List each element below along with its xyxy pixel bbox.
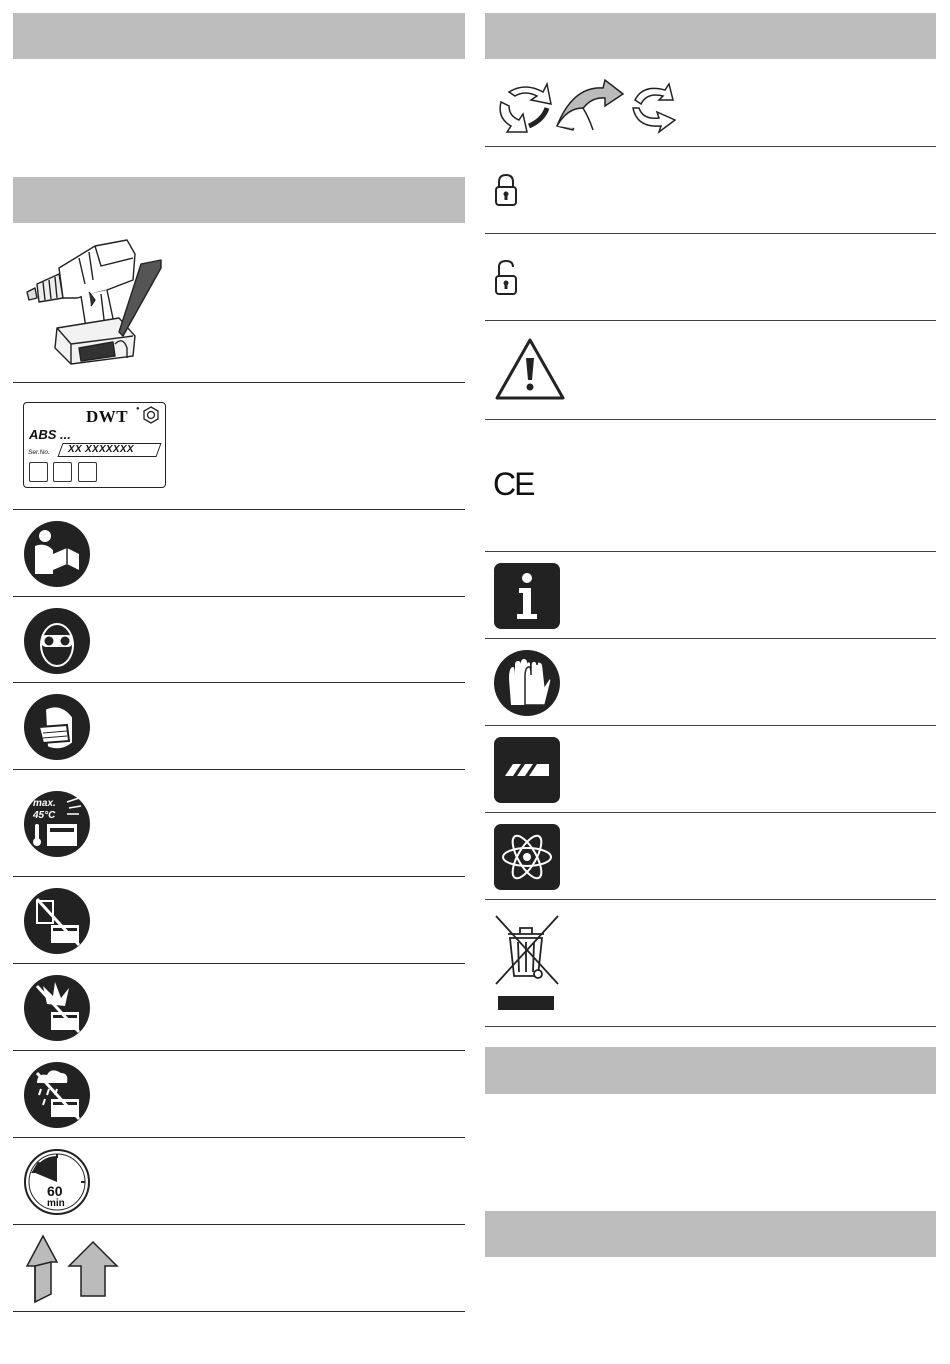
serial-value: XX XXXXXXX [68, 444, 134, 455]
divider [485, 725, 936, 726]
registered-mark: ● [136, 406, 140, 412]
section-header-bar-5 [485, 1211, 936, 1257]
divider [13, 596, 465, 597]
section-header-bar-2 [13, 177, 465, 223]
divider [485, 419, 936, 420]
marking-square-3 [78, 462, 97, 482]
protective-gloves-icon [493, 649, 561, 717]
read-manual-icon [23, 520, 91, 588]
no-fire-battery-icon [23, 974, 91, 1042]
divider [485, 812, 936, 813]
battery-charge-icon [493, 736, 561, 804]
atom-technology-icon [493, 823, 561, 891]
divider [485, 551, 936, 552]
info-icon [493, 562, 561, 630]
divider [485, 1026, 936, 1027]
divider [13, 769, 465, 770]
model-prefix: ABS ... [29, 427, 71, 442]
svg-text:max.: max. [33, 798, 56, 809]
divider [13, 1137, 465, 1138]
charging-time-icon [23, 1148, 91, 1216]
timer-value: 60 [47, 1183, 63, 1199]
dust-mask-icon [23, 693, 91, 761]
no-rain-battery-icon [23, 1061, 91, 1129]
divider [485, 146, 936, 147]
weee-disposal-icon [488, 912, 564, 1014]
divider [13, 1311, 465, 1312]
divider [485, 638, 936, 639]
divider [13, 1050, 465, 1051]
divider [13, 382, 465, 383]
ce-mark: CE [493, 466, 534, 502]
section-header-bar-1 [13, 13, 465, 59]
section-header-bar-4 [485, 1047, 936, 1094]
divider [13, 876, 465, 877]
divider [485, 899, 936, 900]
direction-arrows-icon [23, 1232, 123, 1304]
serial-label: Ser.No. [28, 449, 50, 456]
max-temperature-icon [23, 790, 91, 858]
svg-text:45°C: 45°C [33, 810, 56, 821]
lock-closed-icon [493, 172, 519, 208]
cordless-drill-illustration [23, 236, 168, 371]
no-water-battery-icon [23, 887, 91, 955]
eye-protection-icon [23, 607, 91, 675]
divider [13, 509, 465, 510]
warning-triangle-icon [493, 336, 567, 402]
divider [485, 233, 936, 234]
lock-open-icon [493, 259, 519, 297]
divider [13, 1224, 465, 1225]
divider [13, 682, 465, 683]
brand-name: DWT [86, 407, 129, 426]
divider [485, 320, 936, 321]
section-header-bar-3 [485, 13, 936, 59]
divider [13, 963, 465, 964]
marking-square-2 [53, 462, 72, 482]
rating-plate-label [23, 402, 166, 488]
marking-square-1 [29, 462, 48, 482]
timer-unit: min [47, 1198, 65, 1209]
hex-nut-icon [142, 406, 160, 429]
rotation-direction-icons [493, 78, 678, 134]
